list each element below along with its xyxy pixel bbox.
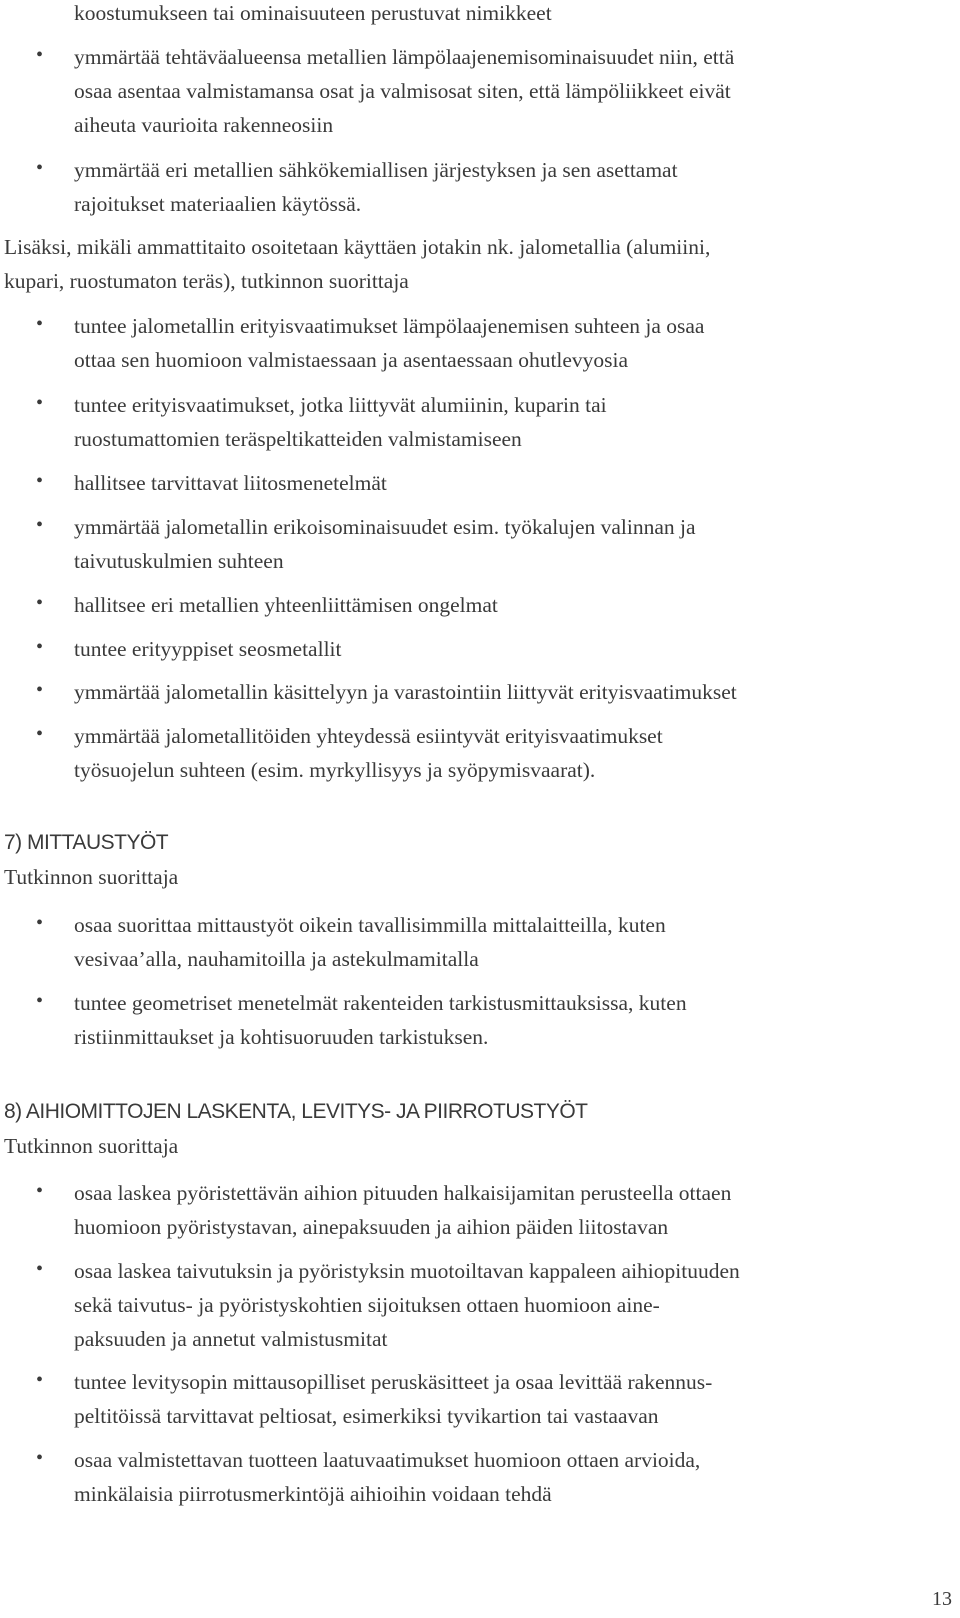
bullet-marker: •	[36, 313, 44, 335]
list-item-line: tuntee geometriset menetelmät rakenteiden tarkistusmittauksissa, kuten	[74, 991, 687, 1015]
list-item-line: vesivaa’alla, nauhamitoilla ja astekulmamitalla	[74, 947, 479, 971]
bullet-marker: •	[36, 723, 44, 745]
list-item-line: minkälaisia piirrotusmerkintöjä aihioihin voidaan tehdä	[74, 1482, 552, 1506]
bullet-marker: •	[36, 470, 44, 492]
bullet-marker: •	[36, 44, 44, 66]
list-item-line: ymmärtää eri metallien sähkökemiallisen järjestyksen ja sen asettamat	[74, 158, 678, 182]
bullet-marker: •	[36, 1258, 44, 1280]
section-subheading-7: Tutkinnon suorittaja	[4, 865, 179, 889]
bullet-marker: •	[36, 592, 44, 614]
bullet-marker: •	[36, 679, 44, 701]
list-item-line: tuntee erityyppiset seosmetallit	[74, 637, 342, 661]
list-item-line: ottaa sen huomioon valmistaessaan ja asentaessaan ohutlevyosia	[74, 348, 629, 372]
list-item-line: tuntee erityisvaatimukset, jotka liittyvät alumiinin, kuparin tai	[74, 393, 607, 417]
list-item-line: ymmärtää jalometallin erikoisominaisuudet esim. työkalujen valinnan ja	[74, 515, 696, 539]
list-item-line: sekä taivutus- ja pyöristyskohtien sijoituksen ottaen huomioon aine-	[74, 1293, 660, 1317]
list-item-line: osaa suorittaa mittaustyöt oikein tavallisimmilla mittalaitteilla, kuten	[74, 913, 666, 937]
bullet-marker: •	[36, 514, 44, 536]
bullet-marker: •	[36, 392, 44, 414]
list-item-line: hallitsee tarvittavat liitosmenetelmät	[74, 471, 387, 495]
bullet-marker: •	[36, 157, 44, 179]
list-item-line: tuntee jalometallin erityisvaatimukset lämpölaajenemisen suhteen ja osaa	[74, 314, 705, 338]
list-item-line: ymmärtää jalometallitöiden yhteydessä esiintyvät erityisvaatimukset	[74, 724, 663, 748]
bullet-marker: •	[36, 1369, 44, 1391]
list-item-line: rajoitukset materiaalien käytössä.	[74, 192, 362, 216]
list-item-line: taivutuskulmien suhteen	[74, 549, 284, 573]
list-item-line: osaa valmistettavan tuotteen laatuvaatimukset huomioon ottaen arvioida,	[74, 1448, 701, 1472]
list-item-line: ristiinmittaukset ja kohtisuoruuden tarkistuksen.	[74, 1025, 489, 1049]
section-heading-8: 8) AIHIOMITTOJEN LASKENTA, LEVITYS- JA PIIRROTUSTYÖT	[4, 1100, 588, 1123]
paragraph-line: Lisäksi, mikäli ammattitaito osoitetaan käyttäen jotakin nk. jalometallia (alumiini,	[4, 235, 711, 259]
bullet-marker: •	[36, 636, 44, 658]
list-item-line: osaa asentaa valmistamansa osat ja valmisosat siten, että lämpöliikkeet eivät	[74, 79, 731, 103]
list-item-line: hallitsee eri metallien yhteenliittämisen ongelmat	[74, 593, 498, 617]
list-item-line: ruostumattomien teräspeltikatteiden valmistamiseen	[74, 427, 522, 451]
page-number: 13	[932, 1588, 952, 1610]
section-subheading-8: Tutkinnon suorittaja	[4, 1134, 179, 1158]
list-item-line: ymmärtää tehtäväalueensa metallien lämpölaajenemisominaisuudet niin, että	[74, 45, 735, 69]
intro-line: koostumukseen tai ominaisuuteen perustuvat nimikkeet	[74, 1, 552, 25]
list-item-line: paksuuden ja annetut valmistusmitat	[74, 1327, 388, 1351]
bullet-marker: •	[36, 912, 44, 934]
list-item-line: aiheuta vaurioita rakenneosiin	[74, 113, 334, 137]
list-item-line: ymmärtää jalometallin käsittelyyn ja varastointiin liittyvät erityisvaatimukset	[74, 680, 737, 704]
bullet-marker: •	[36, 1447, 44, 1469]
list-item-line: osaa laskea pyöristettävän aihion pituuden halkaisijamitan perusteella ottaen	[74, 1181, 732, 1205]
paragraph-line: kupari, ruostumaton teräs), tutkinnon suorittaja	[4, 269, 409, 293]
bullet-marker: •	[36, 1180, 44, 1202]
list-item-line: huomioon pyöristystavan, ainepaksuuden ja aihion päiden liitostavan	[74, 1215, 669, 1239]
list-item-line: peltitöissä tarvittavat peltiosat, esimerkiksi tyvikartion tai vastaavan	[74, 1404, 659, 1428]
list-item-line: tuntee levitysopin mittausopilliset peruskäsitteet ja osaa levittää rakennus-	[74, 1370, 713, 1394]
section-heading-7: 7) MITTAUSTYÖT	[4, 831, 169, 854]
list-item-line: työsuojelun suhteen (esim. myrkyllisyys ja syöpymisvaarat).	[74, 758, 596, 782]
list-item-line: osaa laskea taivutuksin ja pyöristyksin muotoiltavan kappaleen aihiopituuden	[74, 1259, 740, 1283]
bullet-marker: •	[36, 990, 44, 1012]
